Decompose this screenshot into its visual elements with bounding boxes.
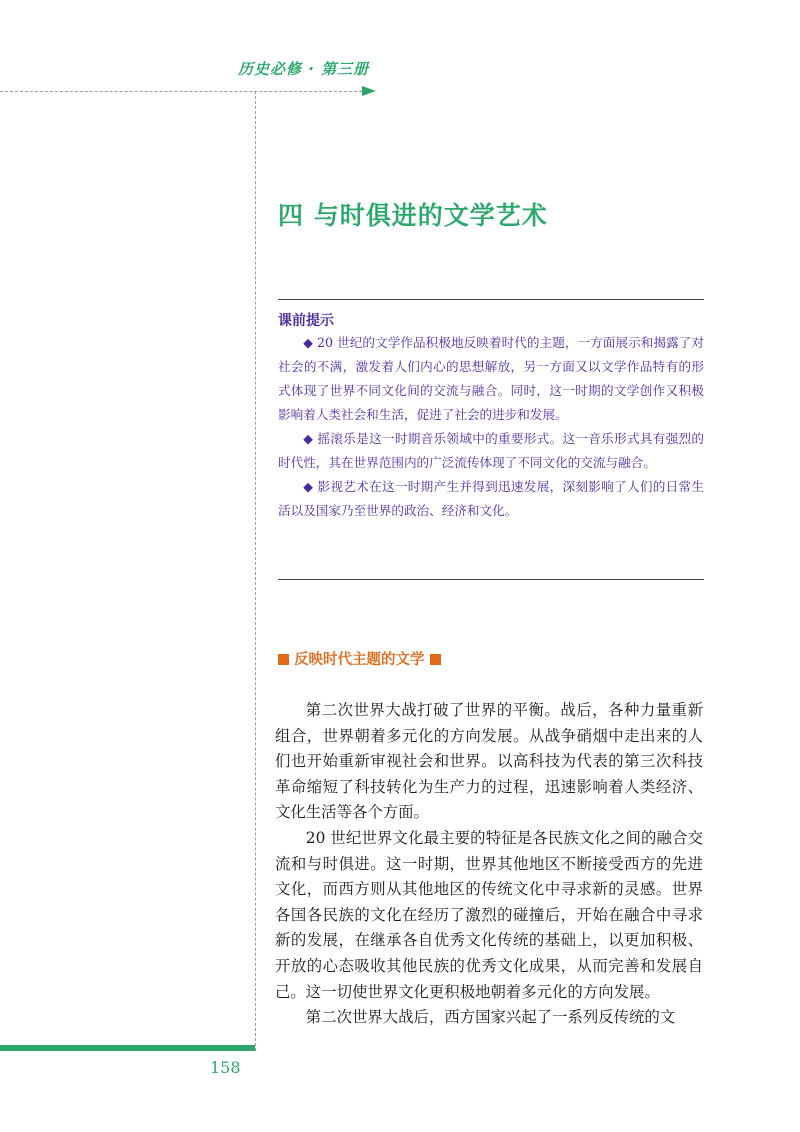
square-icon	[430, 654, 441, 665]
tips-item: ◆ 摇滚乐是这一时期音乐领域中的重要形式。这一音乐形式具有强烈的时代性，其在世界范围内的广泛流传体现了不同文化的交流与融合。	[278, 431, 705, 470]
body-text	[275, 698, 703, 1031]
paragraph: 第二次世界大战后，西方国家兴起了一系列反传统的文	[305, 1008, 676, 1027]
arrow-icon	[362, 86, 376, 96]
tips-box	[278, 331, 704, 523]
tips-item: ◆ 影视艺术在这一时期产生并得到迅速发展，深刻影响了人们的日常生活以及国家乃至世界的政治、经济和文化。	[278, 479, 705, 518]
diamond-icon: ◆	[303, 335, 313, 350]
margin-dashed-rule	[255, 91, 256, 1051]
paragraph: 第二次世界大战打破了世界的平衡。战后，各种力量重新组合，世界朝着多元化的方向发展。从战争硝烟中走出来的人们也开始重新审视社会和世界。以高科技为代表的第三次科技革命缩短了科技转化为生产力的过程，迅速影响着人类经济、文化生活等各个方面。	[275, 701, 703, 822]
tips-top-rule	[278, 299, 704, 300]
square-icon	[278, 654, 289, 665]
tips-bottom-rule	[278, 579, 704, 580]
book-title: 历史必修 · 第三册	[238, 60, 370, 78]
tips-item: ◆ 20 世纪的文学作品积极地反映着时代的主题，一方面展示和揭露了对社会的不满，激发着人们内心的思想解放，另一方面又以文学作品特有的形式体现了世界不同文化间的交流与融合。同时，这一时期的文学创作又积极影响着人类社会和生活，促进了社会的进步和发展。	[278, 335, 705, 422]
paragraph: 20 世纪世界文化最主要的特征是各民族文化之间的融合交流和与时俱进。这一时期，世界其他地区不断接受西方的先进文化，而西方则从其他地区的传统文化中寻求新的灵感。世界各国各民族的文化在经历了激烈的碰撞后，开始在融合中寻求新的发展，在继承各自优秀文化传统的基础上，以更加积极、开放的心态吸收其他民族的优秀文化成果，从而完善和发展自己。这一切使世界文化更积极地朝着多元化的方向发展。	[275, 828, 703, 1001]
section-heading: 反映时代主题的文学	[278, 648, 441, 669]
footer-bar	[0, 1045, 255, 1051]
page-number: 158	[210, 1058, 241, 1077]
diamond-icon: ◆	[303, 431, 314, 446]
header-dashed-rule	[0, 91, 362, 92]
chapter-title: 四 与时俱进的文学艺术	[278, 201, 548, 230]
diamond-icon: ◆	[303, 479, 314, 494]
tips-heading: 课前提示	[278, 313, 334, 329]
